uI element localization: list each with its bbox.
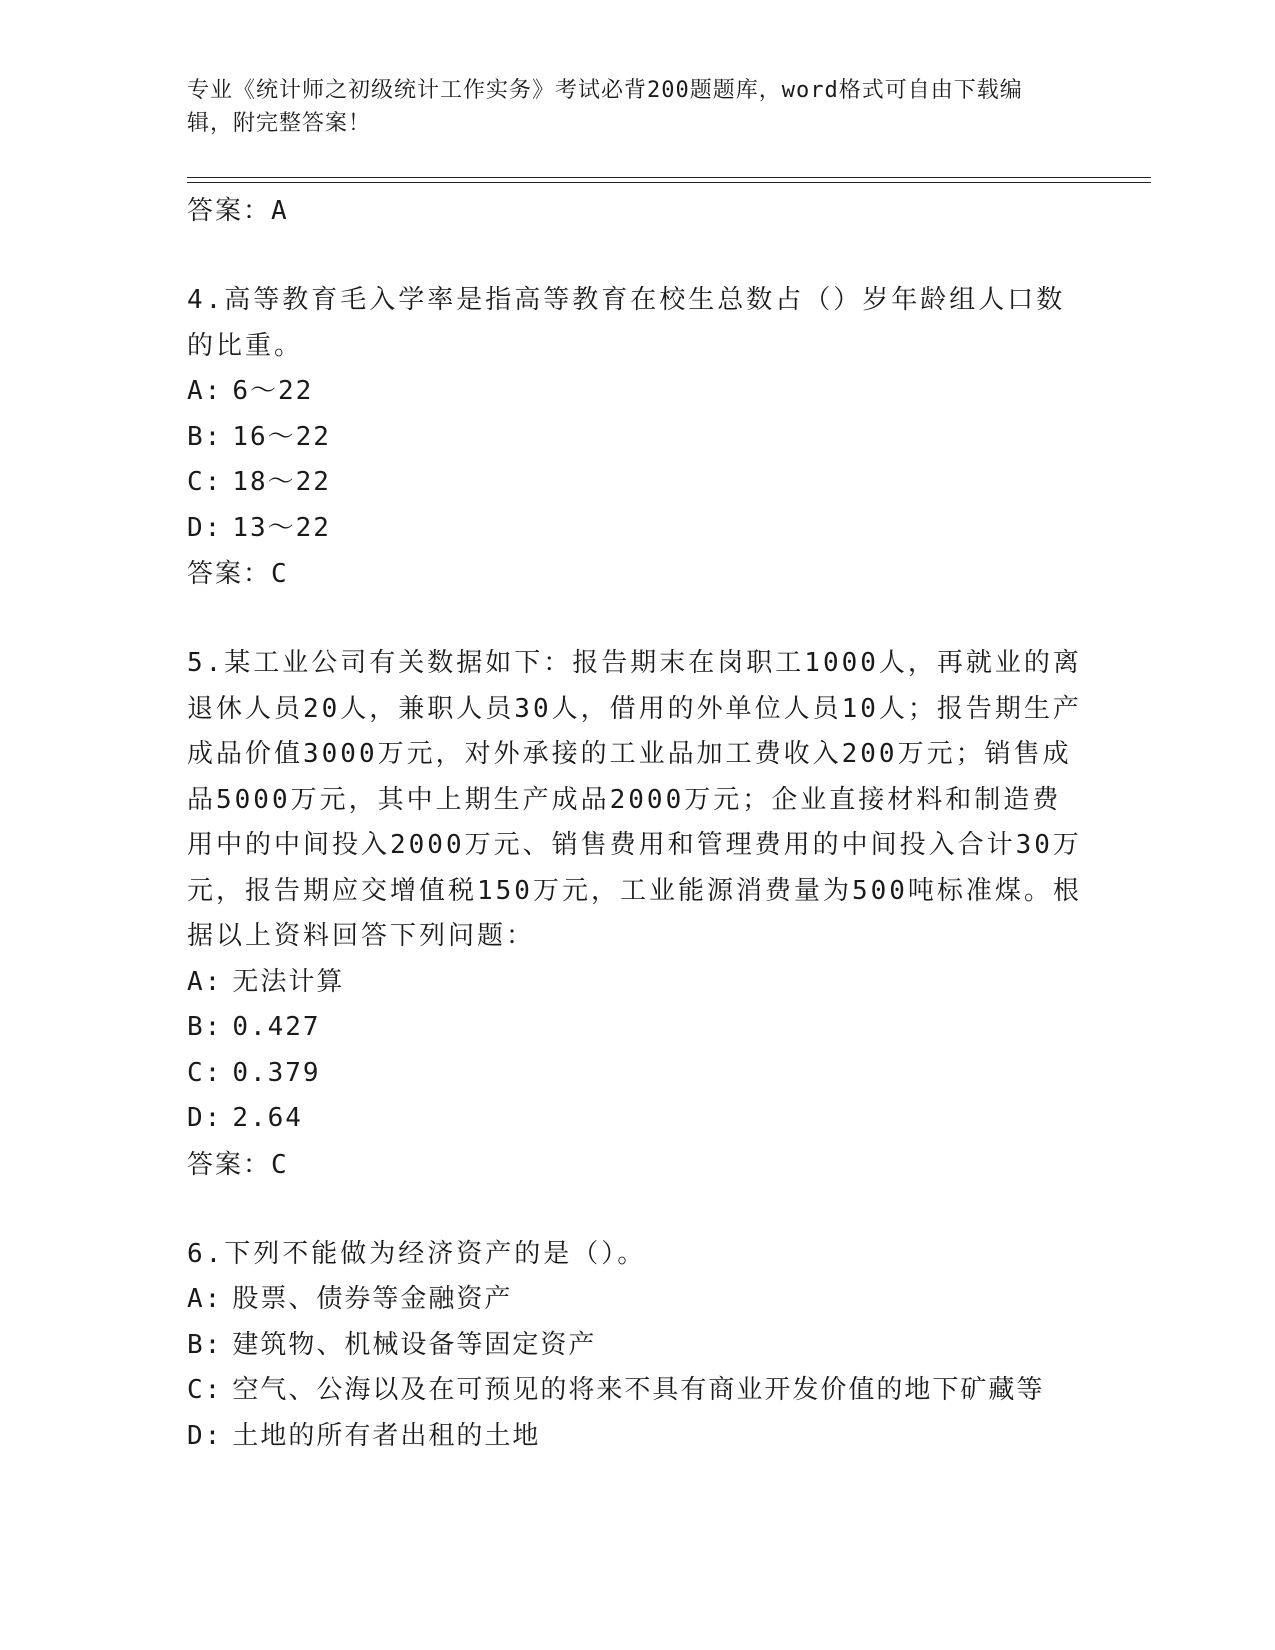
question-text: 4.高等教育毛入学率是指高等教育在校生总数占（）岁年龄组人口数的比重。 (187, 285, 1066, 361)
option-d (187, 506, 1087, 552)
document-header: 专业《统计师之初级统计工作实务》考试必背200题题库，word格式可自由下载编辑，附完整答案！ (187, 78, 1023, 136)
answer-4: 答案：C (187, 559, 289, 589)
document-body (187, 188, 1087, 1459)
option-key: A: (187, 966, 223, 997)
option-text: 股票、债券等金融资产 (232, 1284, 513, 1314)
option-key: C: (187, 1375, 223, 1405)
option-a (187, 960, 1087, 1006)
option-text: 13～22 (232, 512, 331, 543)
option-text: 2.64 (232, 1103, 303, 1133)
question-text: 6.下列不能做为经济资产的是（）。 (187, 1238, 647, 1269)
option-a (187, 1277, 1087, 1323)
option-key: A: (187, 376, 223, 406)
option-a (187, 369, 1087, 415)
option-text: 0.427 (232, 1012, 321, 1042)
option-d (187, 1414, 1087, 1460)
option-key: D: (187, 1420, 223, 1451)
header-rule-top (187, 177, 1151, 178)
option-text: 无法计算 (232, 966, 345, 997)
option-key: B: (187, 1012, 223, 1042)
header-rule-bottom (187, 182, 1151, 183)
option-text: 6～22 (232, 376, 314, 406)
question-text: 5.某工业公司有关数据如下：报告期末在岗职工1000人，再就业的离退休人员20人，兼职人员30人，借用的外单位人员10人；报告期生产成品价值3000万元，对外承接的工业品加工费收入200万元；销售成品5000万元，其中上期生产成品2000万元；企业直接材料和制造费用中的中间投入2000万元、销售费用和管理费用的中间投入合计30万元，报告期应交增值税150万元，工业能源消费量为500吨标准煤。根据以上资料回答下列问题： (187, 648, 1082, 951)
question-6 (187, 1232, 1087, 1460)
option-c (187, 1051, 1087, 1097)
question-5 (187, 641, 1087, 1188)
option-text: 0.379 (232, 1057, 321, 1088)
option-b (187, 415, 1087, 461)
option-key: C: (187, 1057, 223, 1088)
option-key: B: (187, 421, 223, 452)
option-key: B: (187, 1329, 223, 1360)
option-text: 土地的所有者出租的土地 (232, 1420, 541, 1451)
option-key: C: (187, 467, 223, 497)
option-text: 16～22 (232, 421, 331, 452)
option-c (187, 1368, 1087, 1414)
option-c (187, 460, 1087, 506)
option-key: A: (187, 1284, 223, 1314)
option-text: 18～22 (232, 467, 331, 497)
answer-3: 答案：A (187, 196, 289, 226)
option-d (187, 1096, 1087, 1142)
option-b (187, 1005, 1087, 1051)
answer-5: 答案：C (187, 1149, 289, 1180)
option-key: D: (187, 512, 223, 543)
question-4 (187, 278, 1087, 597)
option-text: 空气、公海以及在可预见的将来不具有商业开发价值的地下矿藏等 (232, 1375, 1045, 1405)
option-text: 建筑物、机械设备等固定资产 (232, 1329, 597, 1360)
option-b (187, 1323, 1087, 1369)
option-key: D: (187, 1103, 223, 1133)
